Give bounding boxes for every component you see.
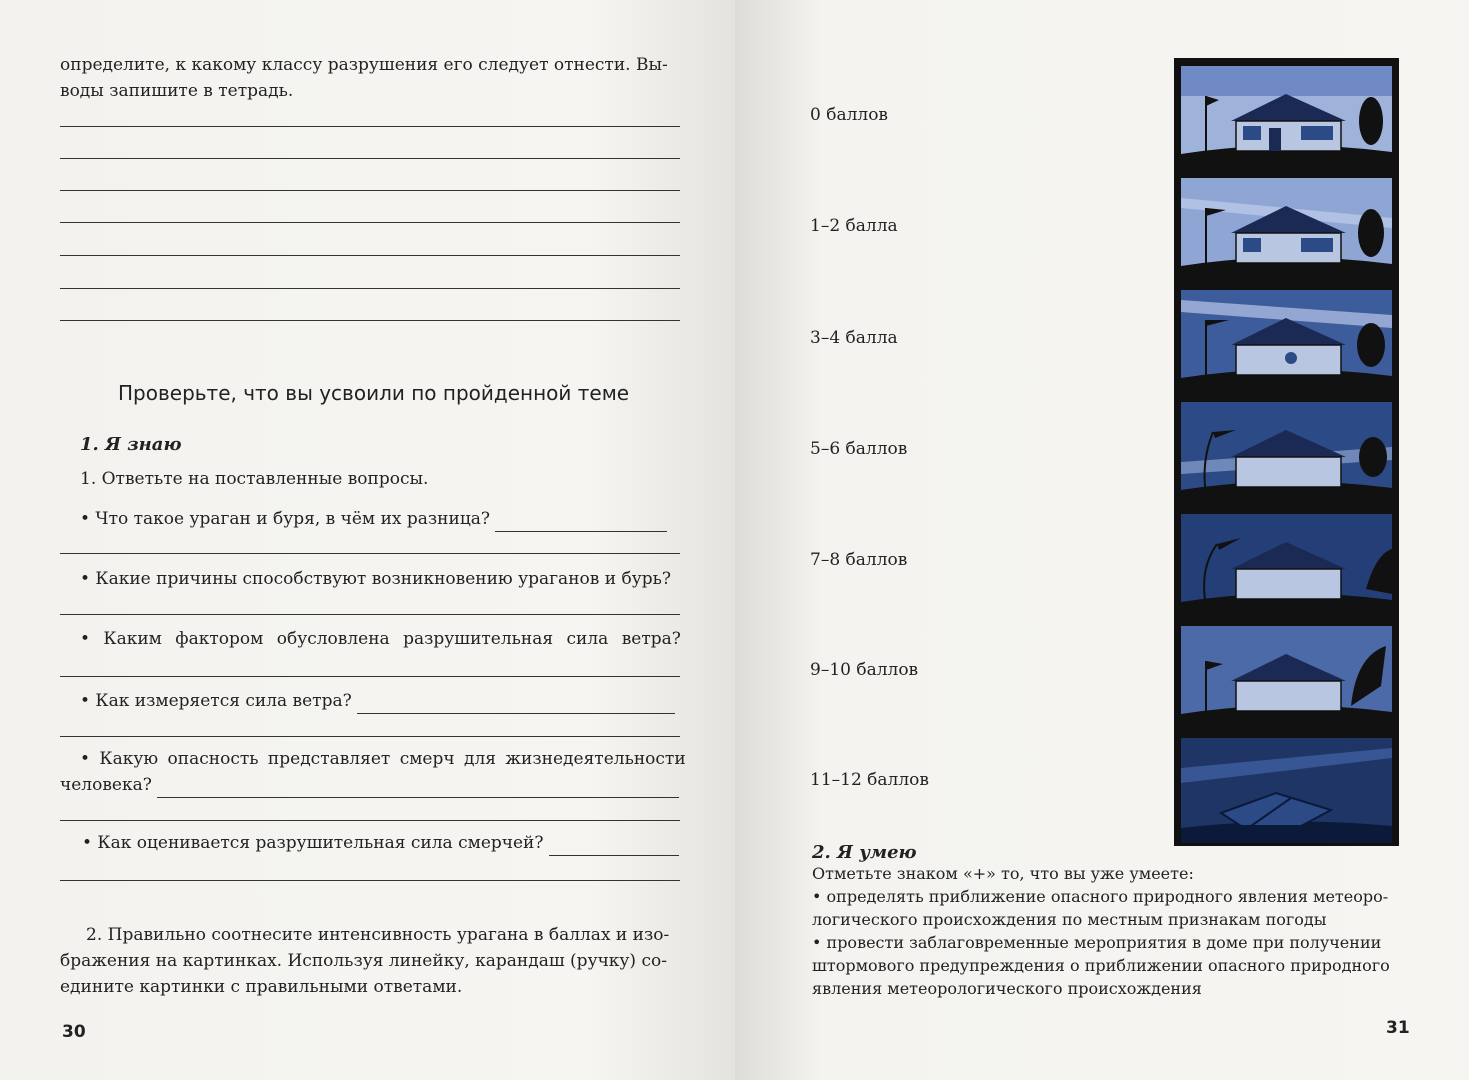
answer-line[interactable] bbox=[60, 158, 680, 159]
question-5-cont bbox=[60, 772, 680, 798]
score-label: 3–4 балла bbox=[810, 328, 898, 348]
answer-line[interactable] bbox=[60, 222, 680, 223]
answer-line[interactable] bbox=[60, 553, 680, 554]
question-text: • Как измеряется сила ветра? bbox=[80, 691, 352, 711]
answer-line[interactable] bbox=[60, 820, 680, 821]
task-2-line-3: едините картинки с правильными ответами. bbox=[60, 977, 463, 997]
answer-line[interactable] bbox=[60, 320, 680, 321]
answer-line[interactable] bbox=[60, 880, 680, 881]
question-1 bbox=[80, 506, 680, 532]
question-text: человека? bbox=[60, 775, 152, 795]
subheading-i-know: 1. Я знаю bbox=[80, 434, 182, 455]
score-label: 9–10 баллов bbox=[810, 660, 919, 680]
section-title: Проверьте, что вы усвоили по пройденной теме bbox=[118, 381, 630, 405]
question-2: • Какие причины способствуют возникновению ураганов и бурь? bbox=[80, 569, 671, 589]
task-2 bbox=[60, 922, 680, 1000]
question-4 bbox=[80, 688, 680, 714]
answer-line[interactable] bbox=[60, 126, 680, 127]
intro-line-2: воды запишите в тетрадь. bbox=[60, 81, 294, 101]
answer-line[interactable] bbox=[60, 190, 680, 191]
skill-2-line-2: штормового предупреждения о приближении опасного природного bbox=[812, 956, 1390, 975]
question-5: • Какую опасность представляет смерч для жизнедеятельности bbox=[80, 749, 686, 769]
question-text: • Как оценивается разрушительная сила смерчей? bbox=[82, 833, 544, 853]
house-storm-image[interactable] bbox=[1181, 626, 1392, 731]
answer-line[interactable] bbox=[157, 779, 679, 798]
mark-intro: Отметьте знаком «+» то, что вы уже умеете: bbox=[812, 864, 1194, 883]
score-label: 7–8 баллов bbox=[810, 550, 908, 570]
answer-line[interactable] bbox=[60, 255, 680, 256]
task-2-line-2: бражения на картинках. Используя линейку, карандаш (ручку) со- bbox=[60, 951, 667, 971]
skill-2-line-1[interactable]: • провести заблаговременные мероприятия в доме при получении bbox=[812, 933, 1382, 952]
task-1: 1. Ответьте на поставленные вопросы. bbox=[80, 469, 429, 489]
house-strong-wind-image[interactable] bbox=[1181, 402, 1392, 507]
answer-line[interactable] bbox=[60, 676, 680, 677]
answer-line[interactable] bbox=[495, 513, 667, 532]
house-gale-image[interactable] bbox=[1181, 514, 1392, 619]
skill-1-line-1[interactable]: • определять приближение опасного природного явления метеоро- bbox=[812, 887, 1389, 906]
house-light-wind-image[interactable] bbox=[1181, 178, 1392, 283]
question-6 bbox=[82, 830, 682, 856]
intro-paragraph bbox=[60, 52, 685, 104]
skills-list bbox=[790, 885, 1406, 1000]
house-moderate-wind-image[interactable] bbox=[1181, 290, 1392, 395]
page-number: 30 bbox=[62, 1022, 86, 1042]
house-calm-image[interactable] bbox=[1181, 66, 1392, 171]
score-label: 1–2 балла bbox=[810, 216, 898, 236]
subheading-i-can: 2. Я умею bbox=[812, 842, 917, 863]
score-label: 11–12 баллов bbox=[810, 770, 929, 790]
intro-line-1: определите, к какому классу разрушения его следует отнести. Вы- bbox=[60, 55, 668, 75]
house-destroyed-image[interactable] bbox=[1181, 738, 1392, 843]
page-number: 31 bbox=[1386, 1018, 1410, 1038]
score-label: 0 баллов bbox=[810, 105, 888, 125]
score-label: 5–6 баллов bbox=[810, 439, 908, 459]
answer-line[interactable] bbox=[60, 288, 680, 289]
task-2-line-1: 2. Правильно соотнесите интенсивность урагана в баллах и изо- bbox=[86, 925, 670, 945]
wind-illustration-strip bbox=[1174, 58, 1399, 846]
answer-line[interactable] bbox=[549, 837, 679, 856]
answer-line[interactable] bbox=[60, 736, 680, 737]
skill-2-line-3: явления метеорологического происхождения bbox=[812, 979, 1202, 998]
question-text: • Что такое ураган и буря, в чём их разница? bbox=[80, 509, 491, 529]
skill-1-line-2: логического происхождения по местным признакам погоды bbox=[812, 910, 1327, 929]
question-3: • Каким фактором обусловлена разрушительная сила ветра? bbox=[80, 629, 681, 649]
answer-line[interactable] bbox=[357, 695, 675, 714]
answer-line[interactable] bbox=[60, 614, 680, 615]
